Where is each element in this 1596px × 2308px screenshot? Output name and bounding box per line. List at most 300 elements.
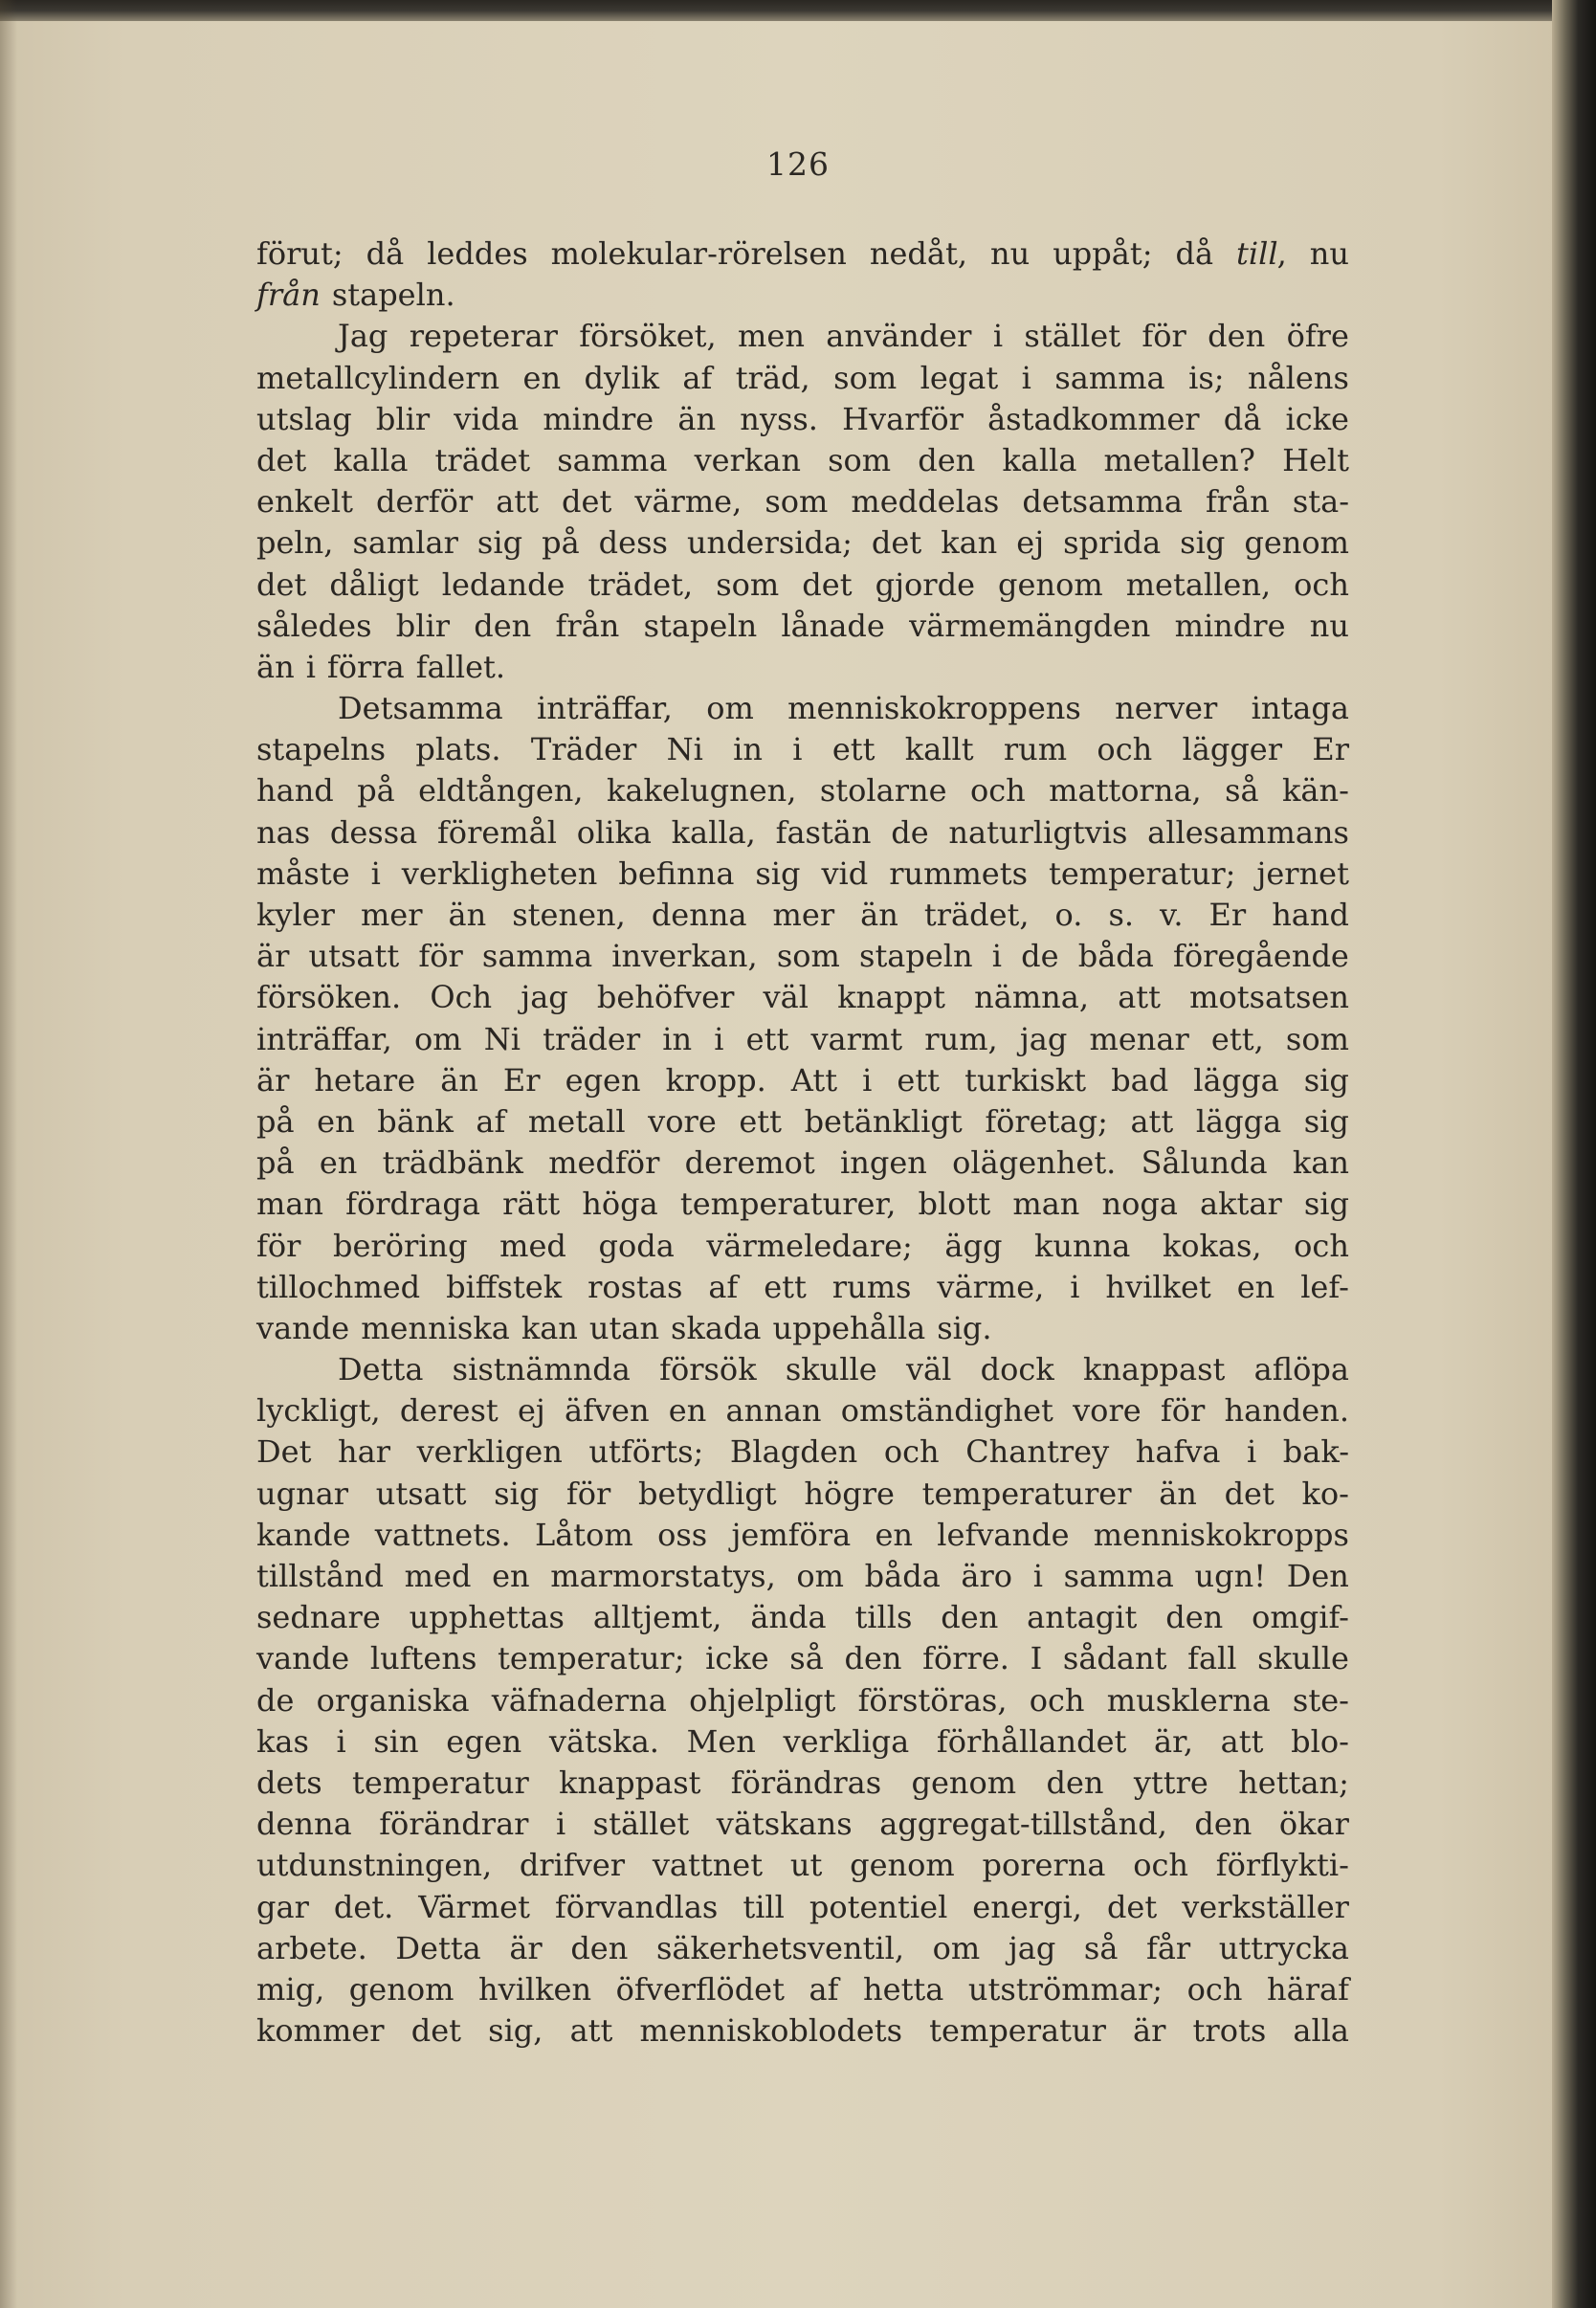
word: hand [256, 772, 334, 810]
text-line [256, 1680, 1349, 1721]
word: dess [598, 524, 668, 562]
word: medför [548, 1144, 660, 1182]
word: derför [376, 483, 474, 521]
word: förändras [730, 1764, 882, 1801]
word: använder [826, 318, 972, 355]
word: och [1029, 1681, 1085, 1719]
word: trädet [434, 441, 531, 478]
word: hvilken [478, 1970, 592, 2008]
word: kas [256, 1722, 309, 1760]
word: knappast [559, 1764, 701, 1801]
word: i [714, 1020, 724, 1057]
word: således [256, 607, 372, 644]
word: o. [1054, 897, 1083, 933]
word: nedåt, [869, 235, 967, 272]
word: försöket, [579, 318, 717, 355]
word: om [796, 1558, 845, 1594]
word: Att [790, 1061, 838, 1099]
word: dock [980, 1351, 1054, 1388]
word: och [1097, 731, 1153, 768]
word: eldtången, [418, 772, 584, 810]
word: om [706, 690, 754, 727]
word: kommer [256, 2012, 385, 2050]
word: Det [256, 1433, 312, 1471]
word: derest [399, 1392, 499, 1430]
word: Blagden [729, 1433, 858, 1471]
word: Men [686, 1722, 756, 1760]
word: verkliga [783, 1722, 910, 1760]
word: lef- [1300, 1268, 1349, 1305]
word: kunna [1034, 1227, 1131, 1264]
word: intaga [1251, 690, 1349, 727]
word: hettan; [1238, 1764, 1349, 1801]
word: fördraga [345, 1186, 480, 1223]
word: energi, [972, 1888, 1082, 1925]
word: i [1021, 359, 1031, 396]
word: rums [831, 1268, 912, 1305]
word: och [1294, 566, 1349, 603]
word: biffstek [446, 1268, 563, 1305]
word: till [1236, 235, 1278, 272]
word: då [366, 235, 405, 272]
word: genom [850, 1847, 955, 1884]
word: den [941, 1599, 999, 1636]
text-line [256, 854, 1349, 895]
word: de [891, 813, 929, 851]
word: verkligheten [401, 854, 598, 892]
word: bad [1111, 1061, 1169, 1099]
word: plats. [415, 731, 501, 768]
word: olägenhet. [952, 1144, 1117, 1182]
word: båda [1077, 938, 1154, 975]
word: hetare [314, 1061, 416, 1099]
word: Er [502, 1061, 541, 1099]
word: v. [1160, 897, 1184, 933]
word: skada [671, 1309, 762, 1346]
word: genom [911, 1764, 1017, 1801]
word: utslag [256, 400, 352, 437]
word: nas [256, 813, 311, 851]
word: utdunstningen, [256, 1847, 493, 1884]
word: dessa [329, 813, 418, 851]
word: den [1046, 1764, 1104, 1801]
word: turkiskt [964, 1061, 1087, 1099]
word: sådant [1062, 1640, 1167, 1677]
word: allesammans [1147, 813, 1349, 851]
word: ej [1016, 524, 1045, 562]
word: värmeledare; [706, 1227, 913, 1264]
text-line [256, 522, 1349, 564]
word: sig [1303, 1186, 1349, 1223]
text-line [256, 647, 1349, 688]
word: sig [494, 1475, 540, 1512]
word: mer [772, 897, 835, 933]
word: ste- [1292, 1681, 1349, 1719]
word: en [492, 1558, 530, 1594]
word: nu [989, 235, 1031, 272]
text-line [256, 481, 1349, 522]
word: öfre [1286, 318, 1349, 355]
word: för [1160, 1392, 1206, 1430]
word: i [305, 648, 316, 685]
word: denna [651, 897, 747, 933]
word: rummets [889, 854, 1029, 892]
word: och [883, 1433, 940, 1471]
word: stapeln. [331, 277, 455, 314]
word: än [677, 400, 717, 437]
word: motsatsen [1189, 979, 1349, 1016]
word: utförts; [588, 1433, 704, 1471]
word: in [733, 731, 763, 768]
word: värme, [937, 1268, 1045, 1305]
word: vid [821, 854, 869, 892]
word: mindre [1174, 607, 1286, 644]
word: Helt [1282, 441, 1349, 478]
word: repeterar [409, 318, 558, 355]
word: ett [764, 1268, 807, 1305]
text-line [256, 1143, 1349, 1184]
word: tills [854, 1599, 913, 1636]
word: i [992, 318, 1004, 355]
word: oss [657, 1516, 708, 1553]
text-line [256, 977, 1349, 1018]
word: Låtom [534, 1516, 633, 1553]
word: försök [659, 1351, 757, 1388]
word: utsatt [308, 938, 400, 975]
word: vattnet [652, 1847, 764, 1884]
word: rätt [502, 1186, 561, 1223]
word: än [1159, 1475, 1197, 1512]
word: och [969, 772, 1026, 810]
word: samma [1063, 1558, 1174, 1594]
word: än [860, 897, 898, 933]
word: samma [481, 938, 593, 975]
word: ökar [1278, 1806, 1349, 1843]
word: förflykti- [1215, 1847, 1349, 1884]
word: som [833, 359, 898, 396]
word: företag; [985, 1102, 1108, 1140]
word: ända [750, 1599, 827, 1636]
word: utströmmar; [967, 1970, 1164, 2008]
text-line [256, 729, 1349, 770]
word: menniska [361, 1309, 510, 1346]
word: bänk [377, 1102, 454, 1140]
word: deremot [684, 1144, 815, 1182]
word: menar [1089, 1020, 1189, 1057]
word: verkställer [1182, 1888, 1349, 1925]
word: denna [256, 1806, 352, 1843]
word: vida [454, 400, 520, 437]
word: den [918, 441, 976, 478]
word: aggregat-tillstånd, [879, 1806, 1167, 1843]
word: jemföra [731, 1516, 852, 1553]
word: egen [565, 1061, 641, 1099]
word: undersida; [686, 524, 853, 562]
word: en [522, 359, 562, 396]
body-text [256, 233, 1349, 2052]
word: båda [864, 1558, 941, 1594]
word: Detta [395, 1929, 481, 1966]
word: blott [918, 1186, 991, 1223]
word: metall [527, 1102, 626, 1140]
word: meddelas [851, 483, 1000, 521]
word: menniskoblodets [639, 2012, 903, 2050]
word: stapeln [643, 607, 758, 644]
word: betänkligt [804, 1102, 963, 1140]
book-binding-edge [1552, 0, 1596, 2308]
word: om [414, 1020, 462, 1057]
text-line [256, 812, 1349, 854]
word: som [765, 483, 829, 521]
word: mer [360, 897, 423, 933]
word: är [1133, 2012, 1166, 2050]
word: den [1165, 1599, 1224, 1636]
page-top-edge [0, 0, 1596, 21]
word: vore [1073, 1392, 1142, 1430]
word: stapelns [256, 731, 387, 768]
text-line [256, 2010, 1349, 2052]
text-line [256, 1556, 1349, 1597]
text-line [256, 1804, 1349, 1845]
word: inträffar, [537, 690, 673, 727]
word: tillstånd [256, 1558, 385, 1594]
word: är [256, 1061, 290, 1099]
text-line [256, 1019, 1349, 1060]
word: väfnaderna [491, 1681, 667, 1719]
word: egen [446, 1722, 522, 1760]
word: lägger [1182, 731, 1283, 768]
word: från [1205, 483, 1270, 521]
word: Träder [530, 731, 637, 768]
word: i [1032, 1558, 1043, 1594]
word: mindre [543, 400, 654, 437]
text-line [256, 1184, 1349, 1225]
word: alla [1293, 2012, 1349, 2050]
word: tillochmed [256, 1268, 421, 1305]
word: då [1223, 400, 1262, 437]
word: dåligt [329, 566, 419, 603]
word: förändrar [379, 1806, 529, 1843]
word: sprida [1063, 524, 1162, 562]
word: arbete. [256, 1929, 367, 1966]
word: med [499, 1227, 566, 1264]
word: att [496, 483, 539, 521]
word: temperatur; [1048, 854, 1236, 892]
word: från [555, 607, 620, 644]
word: föregående [1172, 938, 1349, 975]
text-line [256, 1763, 1349, 1804]
word: Hvarför [842, 400, 964, 437]
word: det [256, 566, 307, 603]
word: icke [1285, 400, 1349, 437]
word: men [738, 318, 805, 355]
word: en [317, 1102, 355, 1140]
word: lyckligt, [256, 1392, 381, 1430]
word: väl [763, 979, 809, 1016]
word: kakelugnen, [606, 772, 797, 810]
word: så [1225, 772, 1259, 810]
word: nämna, [974, 979, 1090, 1016]
word: det [256, 441, 307, 478]
word: hafva [1135, 1433, 1221, 1471]
word: sig [1303, 1102, 1349, 1140]
word: peln, [256, 524, 334, 562]
word: metallen? [1103, 441, 1255, 478]
word: i [792, 731, 803, 768]
word: mig, [256, 1970, 325, 2008]
word: verkan [694, 441, 801, 478]
word: har [338, 1433, 391, 1471]
word: stenen, [512, 897, 626, 933]
text-line [256, 1969, 1349, 2010]
word: Er [1312, 731, 1349, 768]
word: kan [521, 1309, 578, 1346]
word: Ni [483, 1020, 521, 1057]
word: ett [897, 1061, 941, 1099]
word: alltjemt, [592, 1599, 722, 1636]
word: häraf [1267, 1970, 1349, 2008]
word: träder [543, 1020, 641, 1057]
word: stapeln [859, 938, 973, 975]
text-line [256, 565, 1349, 606]
word: än [256, 648, 295, 685]
word: kallt [904, 731, 974, 768]
text-line [256, 1845, 1349, 1886]
word: temperaturer, [679, 1186, 897, 1223]
word: för [256, 1227, 301, 1264]
word: sig [1180, 524, 1226, 562]
word: antagit [1027, 1599, 1138, 1636]
word: som [776, 938, 840, 975]
word: äro [961, 1558, 1013, 1594]
word: det [802, 566, 853, 603]
word: varmt [810, 1020, 903, 1057]
word: som [1285, 1020, 1349, 1057]
word: luftens [369, 1640, 477, 1677]
word: marmorstatys, [550, 1558, 776, 1594]
word: på [256, 1102, 295, 1140]
word: goda [598, 1227, 675, 1264]
text-line [256, 1390, 1349, 1431]
word: verkligen [416, 1433, 563, 1471]
word: porerna [982, 1847, 1106, 1884]
word: handen. [1224, 1392, 1349, 1430]
word: skulle [785, 1351, 877, 1388]
word: beröring [332, 1227, 468, 1264]
text-line [256, 399, 1349, 440]
word: trädbänk [382, 1144, 523, 1182]
text-line [256, 1887, 1349, 1928]
word: lägga [1193, 1061, 1279, 1099]
word: blir [395, 607, 450, 644]
word: ugn! [1194, 1558, 1267, 1594]
word: uppehålla [772, 1309, 926, 1346]
word: Chantrey [965, 1433, 1110, 1471]
word: temperatur; [498, 1640, 685, 1677]
word: utan [588, 1309, 660, 1346]
text-line [256, 1267, 1349, 1308]
word: det [871, 524, 922, 562]
word: fastän [775, 813, 872, 851]
word: förre. [922, 1640, 1009, 1677]
word: och [1294, 1227, 1349, 1264]
word: den [1194, 1806, 1252, 1843]
word: molekular-rörelsen [550, 235, 847, 272]
word: rostas [587, 1268, 683, 1305]
word: höga [582, 1186, 658, 1223]
word: en [668, 1392, 707, 1430]
word: i [1070, 1268, 1080, 1305]
word: sig. [937, 1309, 992, 1346]
word: sednare [256, 1599, 381, 1636]
word: förhållandet [936, 1722, 1127, 1760]
word: kän- [1282, 772, 1349, 810]
text-line [256, 1226, 1349, 1267]
word: föremål [436, 813, 557, 851]
word: kande [256, 1516, 351, 1553]
word: detsamma [1022, 483, 1183, 521]
word: bak- [1282, 1433, 1349, 1471]
word: är [256, 938, 290, 975]
word: det [562, 483, 612, 521]
word: menniskokroppens [787, 690, 1081, 727]
word: värme, [634, 483, 743, 521]
word: af [682, 359, 713, 396]
word: kan [941, 524, 998, 562]
word: åstadkommer [987, 400, 1200, 437]
word: sig [1303, 1061, 1349, 1099]
page-number: 126 [766, 145, 830, 183]
word: genom [1244, 524, 1349, 562]
word: att [1118, 979, 1161, 1016]
word: som [828, 441, 892, 478]
word: i [1246, 1433, 1257, 1471]
word: en [1236, 1268, 1275, 1305]
word: uppåt; [1053, 235, 1153, 272]
word: aflöpa [1253, 1351, 1349, 1388]
word: stället [592, 1806, 690, 1843]
text-line [256, 275, 1349, 316]
text-line [256, 233, 1349, 275]
word: det [1106, 1888, 1158, 1925]
word: för [1142, 318, 1186, 355]
word: för [418, 938, 463, 975]
word: den [1208, 318, 1266, 355]
word: det. [333, 1888, 394, 1925]
word: skulle [1257, 1640, 1349, 1677]
text-line [256, 1101, 1349, 1143]
word: drifver [519, 1847, 626, 1884]
word: Sålunda [1141, 1144, 1268, 1182]
word: jag [521, 979, 568, 1016]
word: legat [920, 359, 999, 396]
word: rum, [924, 1020, 998, 1057]
word: trädet, [923, 897, 1030, 933]
word: sta- [1292, 483, 1349, 521]
word: omgif- [1252, 1599, 1349, 1636]
word: måste [256, 854, 350, 892]
word: att [569, 2012, 613, 2050]
text-line [256, 606, 1349, 647]
word: blo- [1291, 1722, 1349, 1760]
word: stolarne [819, 772, 947, 810]
word: i [336, 1722, 346, 1760]
word: samma [1054, 359, 1165, 396]
word: ett [739, 1102, 782, 1140]
word: kalla [1002, 441, 1077, 478]
word: att [1220, 1722, 1264, 1760]
word: och [1133, 1847, 1189, 1884]
